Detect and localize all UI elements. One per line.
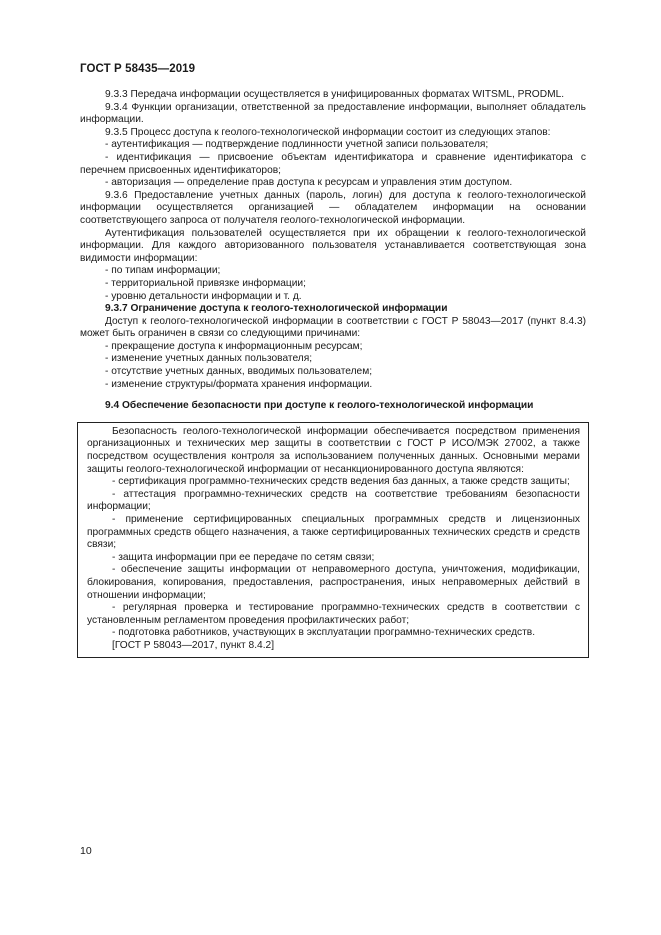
paragraph-9-3-5: 9.3.5 Процесс доступа к геолого-технологической информации состоит из следующих этапов:	[105, 126, 551, 138]
document-header: ГОСТ Р 58435—2019	[80, 63, 196, 75]
list-item: - аттестация программно-технических средств на соответствие требованиям безопасности информации;	[87, 488, 580, 513]
page-number: 10	[80, 845, 92, 857]
list-item: - аутентификация — подтверждение подлинности учетной записи пользователя;	[105, 139, 489, 151]
paragraph-9-3-3: 9.3.3 Передача информации осуществляется в унифицированных форматах WITSML, PRODML.	[105, 89, 565, 100]
subsection-title-9-3-7: 9.3.7 Ограничение доступа к геолого-технологической информации	[105, 303, 448, 315]
section-title-9-4: 9.4 Обеспечение безопасности при доступе к геолого-технологической информации	[105, 400, 534, 412]
list-item: - изменение учетных данных пользователя;	[105, 353, 313, 365]
list-item: - по типам информации;	[105, 265, 221, 277]
list-item: - сертификация программно-технических средств ведения баз данных, а также средств защиты;	[112, 476, 570, 488]
quoted-standard-box	[77, 422, 589, 658]
list-item: - обеспечение защиты информации от неправомерного доступа, уничтожения, модификации, блокирования, копирования, предоставления, распространения, иных неправомерных действий в отношении информации;	[87, 564, 580, 601]
list-item: - изменение структуры/формата хранения информации.	[105, 378, 373, 390]
document-body	[80, 89, 586, 658]
paragraph-9-3-4: 9.3.4 Функции организации, ответственной за предоставление информации, выполняет обладатель информации.	[80, 101, 586, 126]
list-item: - защита информации при ее передаче по сетям связи;	[112, 551, 375, 563]
list-item: - уровню детальности информации и т. д.	[105, 290, 302, 302]
list-item: - отсутствие учетных данных, вводимых пользователем;	[105, 366, 373, 378]
list-item: - регулярная проверка и тестирование программно-технических средств в соответствии с установленным регламентом проведения профилактических работ;	[87, 602, 580, 626]
paragraph-9-3-7: Доступ к геолого-технологической информации в соответствии с ГОСТ Р 58043—2017 (пункт 8.4.3) может быть ограничен в связи со следующими причинами:	[80, 315, 586, 340]
list-item: - применение сертифицированных специальных программных средств и лицензионных программных средств общего назначения, а также сертифицированных технических средств и средств связи;	[87, 514, 580, 551]
reference-citation: [ГОСТ Р 58043—2017, пункт 8.4.2]	[112, 639, 275, 651]
list-item: - подготовка работников, участвующих в эксплуатации программно-технических средств.	[112, 627, 536, 639]
list-item: - идентификация — присвоение объектам идентификатора и сравнение идентификатора с перечнем присвоенных идентификаторов;	[80, 151, 586, 176]
list-item: - авторизация — определение прав доступа к ресурсам и управления этим доступом.	[105, 177, 513, 189]
list-item: - прекращение доступа к информационным ресурсам;	[105, 340, 363, 352]
list-item: - территориальной привязке информации;	[105, 277, 306, 289]
security-intro: Безопасность геолого-технологической информации обеспечивается посредством применения организационных и технических мер защиты в соответствии с ГОСТ Р ИСО/МЭК 27002, а также посредством осуществления контроля за использованием полученных данных. Основными мерами защиты геолого-технологической информации от несанкционированного доступа являются:	[87, 425, 580, 475]
paragraph-authentication: Аутентификация пользователей осуществляется при их обращении к геолого-технологической информации. Для каждого авторизованного пользователя устанавливается соответствующая зона видимости информации:	[80, 227, 586, 264]
paragraph-9-3-6: 9.3.6 Предоставление учетных данных (пароль, логин) для доступа к геолого-технологической информации осуществляется организацией — обладателем информации на основании соответствующего запроса от получателя геолого-технологической информации.	[80, 189, 586, 226]
